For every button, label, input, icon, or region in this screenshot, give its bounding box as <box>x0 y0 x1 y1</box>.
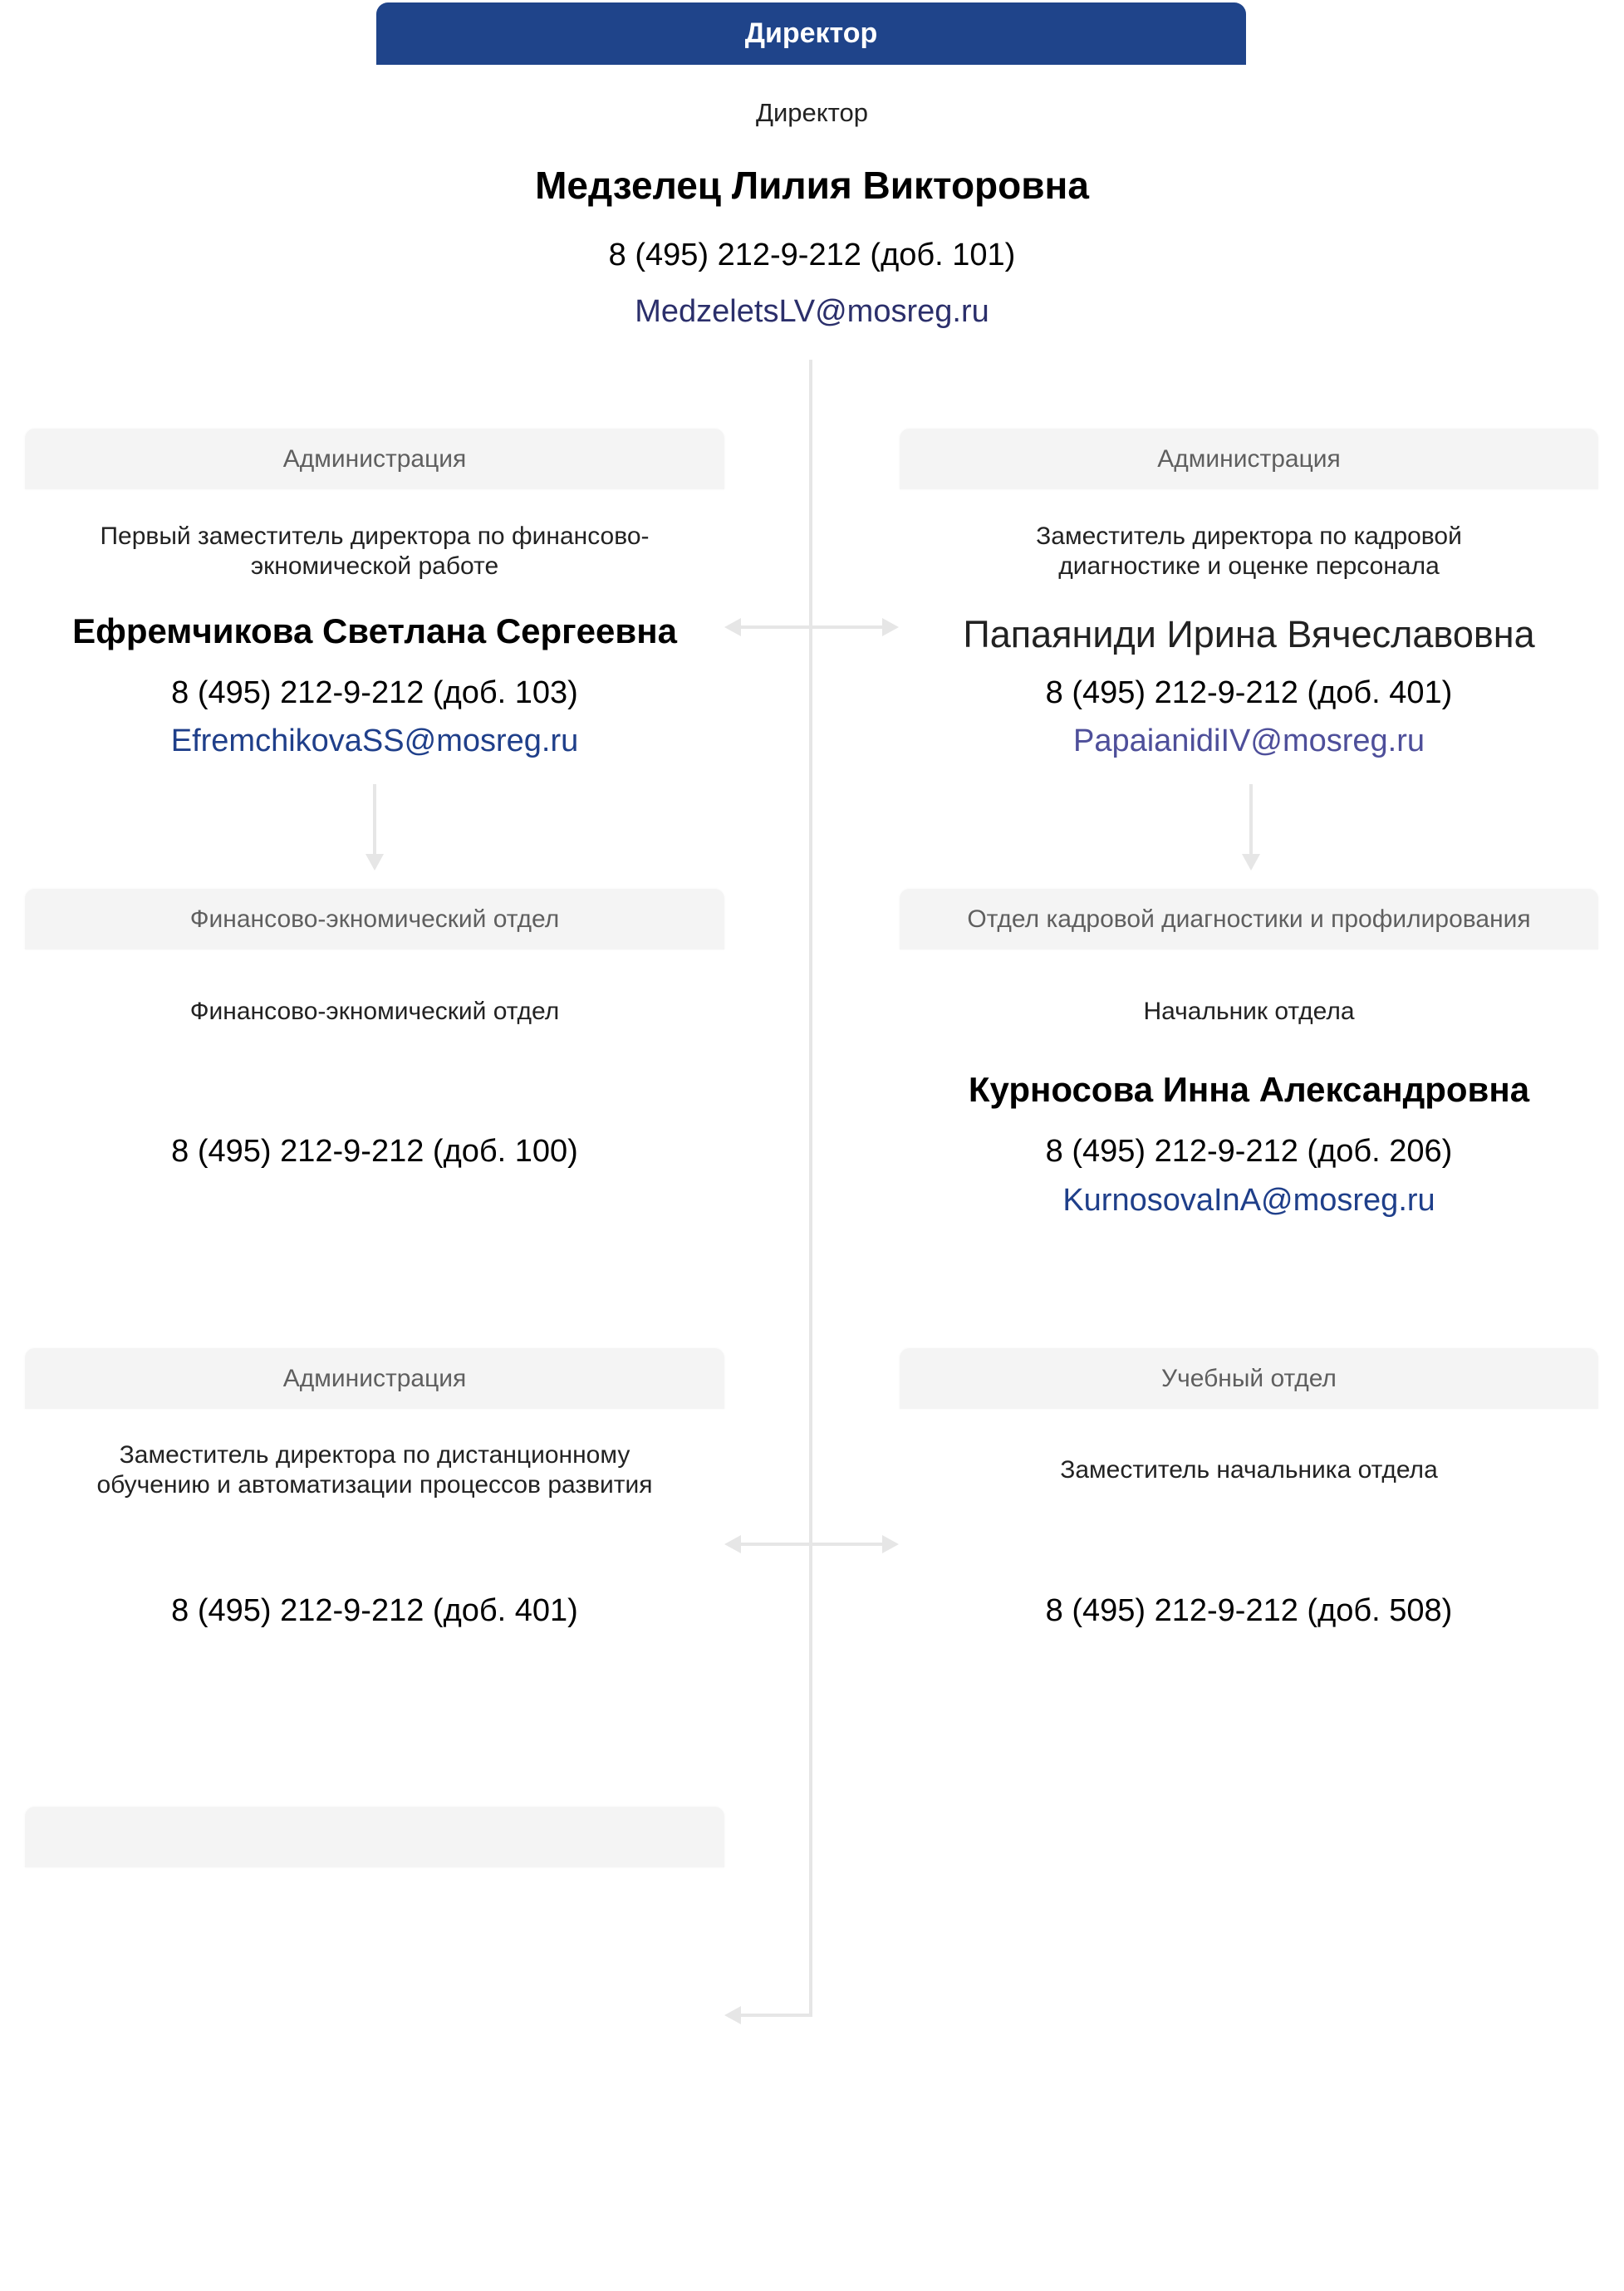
connector-bottom <box>738 2014 812 2017</box>
role-line: Начальник отдела <box>1143 998 1355 1025</box>
department-label: Финансово-экномический отдел <box>189 905 560 933</box>
phone: 8 (495) 212-9-212 (доб. 103) <box>171 675 578 710</box>
role-line: диагностике и оценке персонала <box>1058 552 1440 580</box>
department-header <box>25 429 724 489</box>
arrow-right-icon <box>882 618 899 636</box>
department-label: Отдел кадровой диагностики и профилирования <box>967 905 1531 933</box>
department-header <box>25 889 724 949</box>
role-line: Заместитель начальника отдела <box>1060 1456 1438 1484</box>
arrow-left-icon <box>724 1535 741 1553</box>
role-line: Первый заместитель директора по финансово- <box>100 522 650 550</box>
phone: 8 (495) 212-9-212 (доб. 401) <box>1045 675 1453 710</box>
role-line: Заместитель директора по дистанционному <box>119 1441 630 1469</box>
email-link[interactable]: PapaianidiIV@mosreg.ru <box>1072 724 1425 758</box>
director-header-label: Директор <box>744 17 878 49</box>
role-line: Заместитель директора по кадровой <box>1036 522 1462 550</box>
connector-right-down <box>1249 784 1253 856</box>
person-name: Курносова Инна Александровна <box>968 1070 1530 1109</box>
department-header <box>900 889 1598 949</box>
role-line: Финансово-экномический отдел <box>189 998 560 1025</box>
connector-left-down <box>373 784 376 856</box>
director-email[interactable]: MedzeletsLV@mosreg.ru <box>635 294 989 329</box>
department-header-empty <box>25 1807 724 1867</box>
phone: 8 (495) 212-9-212 (доб. 100) <box>171 1134 578 1169</box>
email-link[interactable]: EfremchikovaSS@mosreg.ru <box>170 724 579 758</box>
department-header <box>900 429 1598 489</box>
department-label: Администрация <box>282 444 467 473</box>
department-header <box>25 1348 724 1409</box>
role-line: обучению и автоматизации процессов развития <box>96 1471 653 1499</box>
arrow-down-icon <box>1242 854 1260 871</box>
director-name: Медзелец Лилия Викторовна <box>535 164 1089 207</box>
director-role: Директор <box>755 98 869 127</box>
director-header <box>376 2 1246 65</box>
department-header <box>900 1348 1598 1409</box>
connector-row3 <box>738 1543 887 1546</box>
director-phone: 8 (495) 212-9-212 (доб. 101) <box>608 238 1016 272</box>
department-label: Учебный отдел <box>1161 1364 1337 1392</box>
phone: 8 (495) 212-9-212 (доб. 206) <box>1045 1134 1453 1169</box>
department-label: Администрация <box>282 1364 467 1392</box>
central-connector-line <box>809 360 812 2017</box>
person-name: Ефремчикова Светлана Сергеевна <box>72 611 677 650</box>
arrow-left-icon <box>724 618 741 636</box>
email-link[interactable]: KurnosovaInA@mosreg.ru <box>1062 1183 1435 1218</box>
arrow-down-icon <box>366 854 384 871</box>
phone: 8 (495) 212-9-212 (доб. 401) <box>171 1593 578 1628</box>
arrow-right-icon <box>882 1535 899 1553</box>
role-line: экномической работе <box>250 552 499 580</box>
person-name: Папаяниди Ирина Вячеславовна <box>963 613 1535 655</box>
arrow-left-icon <box>724 2006 741 2024</box>
connector-row1 <box>738 625 887 629</box>
department-label: Администрация <box>1157 444 1341 473</box>
phone: 8 (495) 212-9-212 (доб. 508) <box>1045 1593 1453 1628</box>
